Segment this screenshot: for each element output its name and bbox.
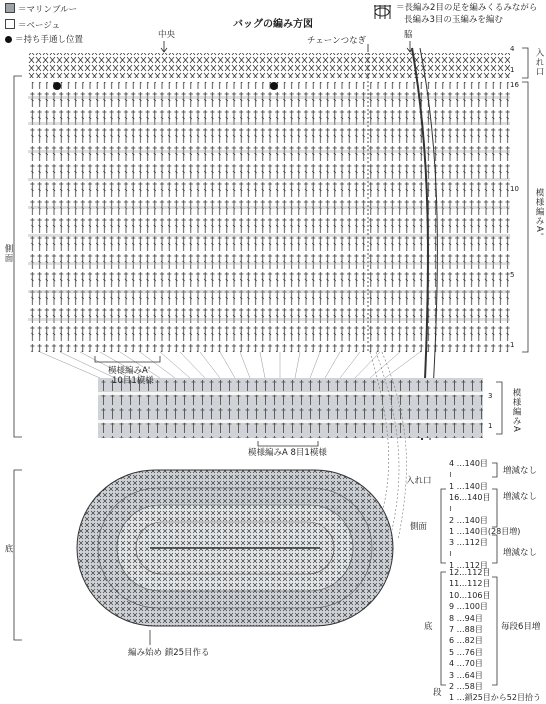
handle-dot-icon: [270, 82, 278, 90]
start-label: 編み始め 鎖25目作る: [128, 648, 210, 658]
bottom-label: 底: [3, 544, 13, 554]
band-row-number: 3: [488, 392, 493, 400]
pattern-a-label: 模様編みA 8目1模様: [248, 448, 327, 458]
table-row: 4 …140目: [449, 459, 488, 468]
table-side-note-b: 増減なし: [503, 548, 538, 558]
table-row: 1 …鎖25目から52目拾う: [449, 693, 541, 703]
pattern-a-prime-right-label: 模様編みA': [534, 188, 544, 237]
table-row: ≀: [449, 470, 452, 480]
pattern-a-prime-bracket: [522, 82, 528, 352]
handle-dot-icon: [53, 82, 61, 90]
chain-join-label: チェーンつなぎ: [307, 36, 367, 46]
bottom-oval: [77, 470, 393, 626]
table-row: 3 …64目: [449, 670, 483, 680]
table-row: 16…140目: [449, 493, 491, 502]
pattern-a-brace: [258, 441, 318, 446]
row-number: 1: [510, 341, 515, 349]
table-row: 9 …100目: [449, 602, 488, 612]
symbol-note-1: ＝長編み2目の足を編みくるみながら: [396, 3, 538, 13]
legend-dot-label: ＝持ち手通し位置: [15, 35, 84, 45]
table-row: 1 …140目: [449, 481, 488, 491]
table-row: 1 …140目(28目増): [449, 527, 521, 537]
table-bottom-rows: [449, 567, 541, 704]
transition-lines: [40, 352, 420, 378]
table-row: ≀: [449, 504, 452, 514]
row-number: 4: [510, 45, 515, 53]
table-iriguchi-rows: [449, 458, 488, 492]
table-row: 4 …70目: [449, 659, 483, 669]
table-row: 5 …76目: [449, 647, 483, 657]
table-iriguchi-note: 増減なし: [503, 466, 538, 476]
row-number: 10: [510, 185, 519, 193]
table-bottom-label: 底: [424, 622, 433, 632]
table-side-note: 増減なし: [503, 492, 538, 502]
symbol-note-2: 長編み3目の玉編みを編む: [404, 15, 503, 25]
table-last-fragment: 段: [433, 688, 442, 698]
pattern-a-prime-label: 模様編みA': [108, 366, 151, 376]
table-side-label: 側面: [410, 522, 428, 532]
iriguchi-label: 入れ口: [534, 48, 544, 77]
table-row: 8 …94目: [449, 613, 483, 623]
legend-white-label: ＝ベージュ: [18, 21, 61, 31]
table-row: ≀: [449, 549, 452, 559]
bottom-bracket: [14, 470, 22, 640]
table-row: 2 …58目: [449, 681, 483, 691]
row-number: 1: [510, 66, 515, 74]
side-bracket: [14, 76, 22, 437]
band-row-number: 1: [488, 422, 493, 430]
table-iriguchi-label: 入れ口: [406, 476, 432, 486]
table-row: 10…106目: [449, 590, 491, 600]
side-mark-label: 脇: [404, 30, 413, 40]
pattern-a-bracket: [496, 382, 502, 434]
entry-bracket: [522, 48, 528, 78]
table-row: 1 …112目: [449, 560, 488, 570]
table-row: 3 …112目: [449, 538, 488, 547]
table-bottom-note: 毎段6目増: [501, 622, 541, 632]
table-row: 12…112目: [449, 568, 491, 577]
row-number: 16: [510, 81, 519, 89]
side-label: 側面: [3, 244, 13, 263]
table-row: 11…112目: [449, 579, 491, 589]
row-number: 5: [510, 271, 515, 279]
pattern-a-prime-repeat: 10目1模様: [112, 376, 154, 386]
legend-gray-label: ＝マリンブルー: [18, 5, 78, 15]
page-title: バッグの編み方図: [233, 19, 313, 30]
center-arrow-icon: [161, 41, 167, 52]
table-row: 2 …140目: [449, 515, 488, 525]
center-label: 中央: [158, 30, 176, 40]
entry-rows: [28, 53, 510, 78]
pattern-a-right-label: 模様編みA: [511, 388, 521, 433]
table-row: 7 …88目: [449, 624, 483, 634]
table-row: 6 …82目: [449, 636, 483, 646]
